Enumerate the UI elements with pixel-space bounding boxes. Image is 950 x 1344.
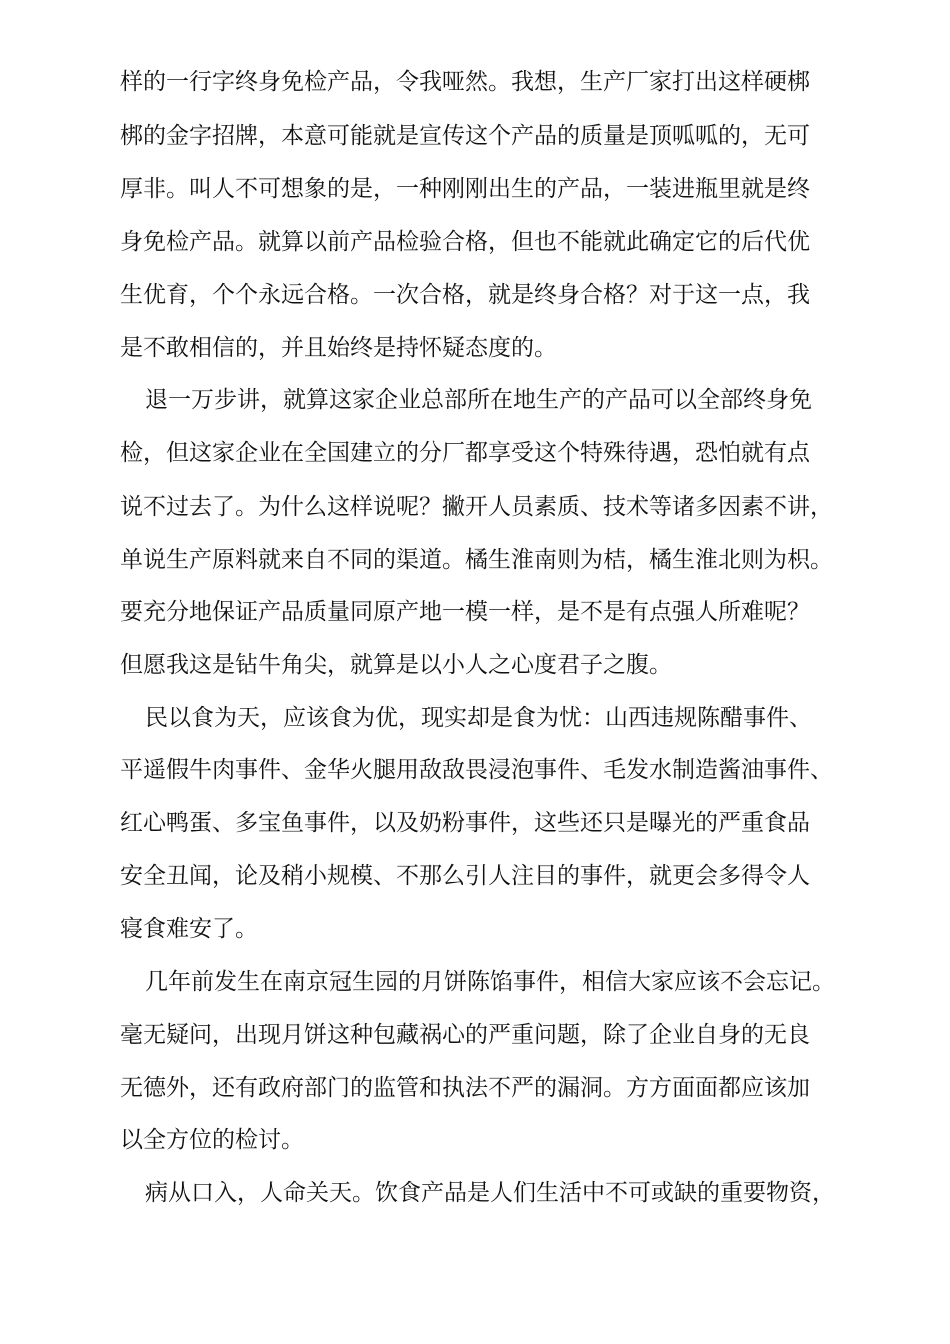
text-line-22: 病从口入，人命关天。饮食产品是人们生活中不可或缺的重要物资， [145, 1180, 835, 1206]
text-line-3: 厚非。叫人不可想象的是，一种刚刚出生的产品，一装进瓶里就是终 [120, 176, 810, 202]
text-line-7: 退一万步讲，就算这家企业总部所在地生产的产品可以全部终身免 [145, 387, 812, 413]
text-line-10: 单说生产原料就来自不同的渠道。橘生淮南则为桔，橘生淮北则为枳。 [120, 547, 833, 573]
text-line-16: 安全丑闻，论及稍小规模、不那么引人注目的事件，就更会多得令人 [120, 863, 810, 889]
text-line-11: 要充分地保证产品质量同原产地一模一样，是不是有点强人所难呢？ [120, 599, 810, 625]
text-line-8: 检，但这家企业在全国建立的分厂都享受这个特殊待遇，恐怕就有点 [120, 440, 810, 466]
text-line-13: 民以食为天，应该食为优，现实却是食为忧：山西违规陈醋事件、 [145, 705, 812, 731]
text-line-17: 寝食难安了。 [120, 916, 258, 942]
text-line-5: 生优育，个个永远合格。一次合格，就是终身合格？对于这一点，我 [120, 282, 810, 308]
text-line-18: 几年前发生在南京冠生园的月饼陈馅事件，相信大家应该不会忘记。 [145, 969, 835, 995]
text-line-1: 样的一行字终身免检产品，令我哑然。我想，生产厂家打出这样硬梆 [120, 69, 810, 95]
text-line-19: 毫无疑问，出现月饼这种包藏祸心的严重问题，除了企业自身的无良 [120, 1022, 810, 1048]
text-line-2: 梆的金字招牌，本意可能就是宣传这个产品的质量是顶呱呱的，无可 [120, 123, 810, 149]
text-line-14: 平遥假牛肉事件、金华火腿用敌敌畏浸泡事件、毛发水制造酱油事件、 [120, 757, 833, 783]
text-line-4: 身免检产品。就算以前产品检验合格，但也不能就此确定它的后代优 [120, 229, 810, 255]
text-line-9: 说不过去了。为什么这样说呢？撇开人员素质、技术等诸多因素不讲， [120, 494, 833, 520]
text-line-6: 是不敢相信的，并且始终是持怀疑态度的。 [120, 335, 557, 361]
text-line-15: 红心鸭蛋、多宝鱼事件，以及奶粉事件，这些还只是曝光的严重食品 [120, 810, 810, 836]
text-line-20: 无德外，还有政府部门的监管和执法不严的漏洞。方方面面都应该加 [120, 1075, 810, 1101]
text-line-21: 以全方位的检讨。 [120, 1127, 304, 1153]
text-line-12: 但愿我这是钻牛角尖，就算是以小人之心度君子之腹。 [120, 652, 672, 678]
